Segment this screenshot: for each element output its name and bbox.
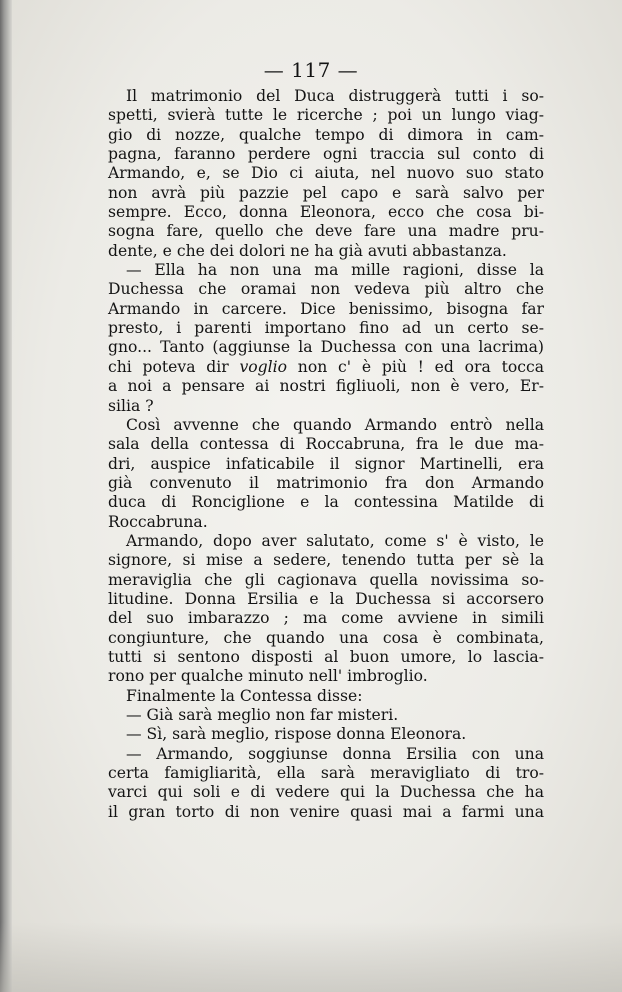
text-line: non avrà più pazzie pel capo e sarà salvo per	[108, 183, 544, 202]
text-line: — Ella ha non una ma mille ragioni, disse la	[126, 261, 544, 280]
text-line: sala della contessa di Roccabruna, fra le due ma-	[108, 435, 544, 454]
text-line: sempre. Ecco, donna Eleonora, ecco che cosa bi-	[108, 203, 544, 222]
text-segment: chi poteva dir	[108, 357, 240, 376]
text-line: sogna fare, quello che deve fare una madre pru-	[108, 222, 544, 241]
page-binding-edge	[0, 0, 12, 992]
text-line: dente, e che dei dolori ne ha già avuti abbastanza.	[108, 241, 507, 260]
text-line: — Già sarà meglio non far misteri.	[126, 706, 399, 724]
text-line: gno... Tanto (aggiunse la Duchessa con una lacrima)	[108, 338, 544, 357]
text-line: Armando, e, se Dio ci aiuta, nel nuovo suo stato	[108, 164, 544, 183]
text-line: Roccabruna.	[108, 512, 208, 531]
text-line: duca di Ronciglione e la contessina Matilde di	[108, 493, 544, 512]
text-line: spetti, svierà tutte le ricerche ; poi un lungo viag-	[108, 106, 544, 125]
text-segment: non c' è più ! ed ora tocca	[287, 357, 544, 376]
text-line: gio di nozze, qualche tempo di dimora in cam-	[108, 125, 544, 144]
text-line: del suo imbarazzo ; ma come avviene in simili	[108, 609, 544, 628]
text-line: certa famigliarità, ella sarà meravigliato di tro-	[108, 764, 544, 783]
text-line: Il matrimonio del Duca distruggerà tutti i so-	[126, 87, 544, 105]
body-text	[108, 87, 544, 822]
text-line: — Sì, sarà meglio, rispose donna Eleonora.	[126, 725, 467, 744]
text-line: rono per qualche minuto nell' imbroglio.	[108, 667, 428, 686]
text-line: tutti si sentono disposti al buon umore, lo lascia-	[108, 647, 544, 666]
text-line: Duchessa che oramai non vedeva più altro che	[108, 280, 544, 299]
text-line: pagna, faranno perdere ogni traccia sul conto di	[108, 145, 544, 164]
italic-word: voglio	[239, 357, 288, 376]
text-line: litudine. Donna Ersilia e la Duchessa si accorsero	[108, 589, 544, 608]
text-line: silia ?	[108, 396, 154, 415]
text-line-with-italic	[108, 358, 544, 377]
text-line: meraviglia che gli cagionava quella novissima so-	[108, 570, 544, 589]
text-line: — Armando, soggiunse donna Ersilia con una	[126, 744, 544, 763]
text-line: presto, i parenti importano fino ad un certo se-	[108, 319, 544, 338]
text-line: Finalmente la Contessa disse:	[126, 686, 363, 705]
text-line: congiunture, che quando una cosa è combinata,	[108, 628, 544, 647]
text-line: a noi a pensare ai nostri figliuoli, non è vero, Er-	[108, 377, 544, 396]
text-line: Così avvenne che quando Armando entrò nella	[126, 415, 544, 434]
page-number: — 117 —	[263, 58, 359, 82]
text-line: dri, auspice infaticabile il signor Martinelli, era	[108, 454, 544, 473]
text-line: varci qui soli e di vedere qui la Duchessa che ha	[108, 783, 544, 802]
text-line: Armando, dopo aver salutato, come s' è visto, le	[126, 531, 544, 550]
text-line: il gran torto di non venire quasi mai a farmi una	[108, 802, 544, 821]
page-bottom-shadow	[0, 922, 622, 992]
text-line: signore, si mise a sedere, tenendo tutta per sè la	[108, 551, 544, 570]
text-line: già convenuto il matrimonio fra don Armando	[108, 473, 544, 492]
text-line: Armando in carcere. Dice benissimo, bisogna far	[108, 299, 544, 318]
